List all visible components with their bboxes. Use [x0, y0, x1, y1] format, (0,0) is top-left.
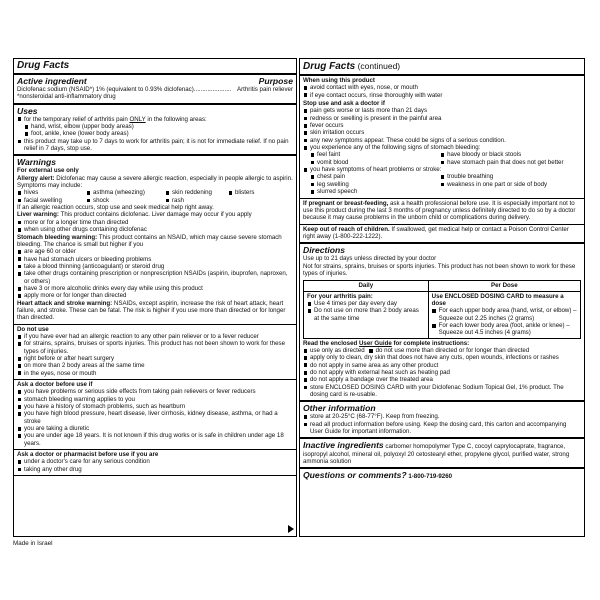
drug-facts-title: Drug Facts — [14, 59, 296, 75]
warnings-heading: Warnings — [17, 157, 56, 168]
ask-doctor-item: you have problems or serious side effects from taking pain relievers or fever reducers — [17, 388, 293, 395]
directions-text: Not for strains, sprains, bruises or sports injuries. This product has not been shown to work for these types of injuries. — [303, 262, 576, 277]
bleeding-sign: have bloody or black stools — [440, 151, 581, 158]
uses-item: for the temporary relief of arthritis pain ONLY in the following areas: — [17, 116, 293, 123]
inactive-ingredients-section: Inactive ingredients carbomer homopolymer Type C, cocoyl caprylocaprate, fragrance, isopropyl alcohol, mineral oil, polyoxyl 20 cetostearyl ether, propylene glycol, purified water, strong ammonia solution — [300, 439, 584, 469]
active-ingredient-section — [14, 75, 296, 105]
symptoms-label: Symptoms may include: — [17, 182, 83, 190]
table-header-dose: Per Dose — [428, 281, 580, 291]
heart-sign: weakness in one part or side of body — [440, 181, 581, 188]
stop-use-item: fever occurs — [303, 122, 581, 129]
directions-text: Use up to 21 days unless directed by your doctor — [303, 255, 437, 263]
symptom: skin reddening — [165, 189, 218, 196]
uses-item: this product may take up to 7 days to work for arthritis pain; it is not for immediate relief. If no pain relief in 7 days, stop use. — [17, 138, 293, 153]
stop-use-item: any new symptoms appear. These could be signs of a serious condition. — [303, 137, 581, 144]
ask-doctor-item: you are under age 18 years. It is not known if this drug works or is safe in children under age 18 years. — [17, 432, 293, 447]
dose-cell: Use ENCLOSED DOSING CARD to measure a dose For each upper body area (hand, wrist, or elbow) – Squeeze out 2.25 inches (2 grams) For each lower body area (foot, ankle or knee) – Squeeze out 4.5 inches (4 grams) — [428, 291, 580, 338]
ask-pharmacist-item: under a doctor's care for any serious condition — [17, 458, 293, 465]
heart-sign: leg swelling — [310, 181, 440, 188]
when-using-heading: When using this product — [303, 77, 375, 84]
bleeding-signs — [303, 151, 581, 166]
do-not-use-item: for strains, sprains, bruises or sports injuries. This product has not been shown to work for these types of injuries. — [17, 340, 293, 355]
stop-use-section — [300, 99, 584, 198]
bleeding-sign: vomit blood — [310, 159, 440, 166]
do-not-use-item: on more than 2 body areas at the same time — [17, 362, 293, 369]
bleeding-sign: have stomach pain that does not get better — [440, 159, 581, 166]
do-not-use-item: if you have ever had an allergic reaction to any other pain reliever or to a fever reducer — [17, 333, 293, 340]
do-not-use-heading: Do not use — [17, 325, 49, 333]
pregnancy-section: If pregnant or breast-feeding, ask a health professional before use. It is especially important not to use this product during the last 3 months of pregnancy unless definitely directed to do so by a doctor because it may cause problems in the unborn child or complications during delivery. — [300, 199, 584, 225]
ask-doctor-item: you have high blood pressure, heart disease, liver cirrhosis, kidney disease, asthma, or had a stroke — [17, 410, 293, 425]
directions-item: apply only to clean, dry skin that does not have any cuts, open wounds, infections or rashes — [303, 354, 581, 361]
symptom: shock — [86, 197, 155, 204]
uses-subitem: hand, wrist, elbow (upper body areas) — [17, 123, 293, 130]
other-information-heading: Other information — [303, 403, 376, 414]
stop-use-item: you have symptoms of heart problems or stroke: — [303, 166, 581, 173]
stop-use-item: redness or swelling is present in the painful area — [303, 115, 581, 122]
made-in-label: Made in Israel — [13, 540, 53, 547]
stomach-item: apply more or for longer than directed — [17, 292, 293, 299]
uses-section — [14, 105, 296, 157]
nsaid-footnote: *nonsteroidal anti-inflammatory drug — [17, 93, 116, 101]
symptom: rash — [165, 197, 184, 204]
heart-sign: slurred speech — [310, 188, 440, 195]
drug-facts-panel-right — [299, 58, 585, 537]
other-information-section — [300, 402, 584, 439]
stomach-item: have 3 or more alcoholic drinks every day while using this product — [17, 285, 293, 292]
bleeding-sign: feel faint — [310, 151, 440, 158]
ask-doctor-item: you are taking a diuretic — [17, 425, 293, 432]
stomach-item: take a blood thinning (anticoagulant) or steroid drug — [17, 263, 293, 270]
directions-section — [300, 244, 584, 402]
directions-item: do not apply with external heat such as heating pad — [303, 369, 581, 376]
other-information-item: read all product information before using. Keep the dosing card, this carton and accompanying User Guide for important information. — [303, 421, 581, 436]
keep-out-section: Keep out of reach of children. If swallowed, get medical help or contact a Poison Control Center right away (1-800-222-1222). — [300, 225, 584, 245]
stop-use-item: skin irritation occurs — [303, 129, 581, 136]
ask-doctor-item: you have a history of stomach problems, such as heartburn — [17, 403, 293, 410]
do-not-use-item: in the eyes, nose or mouth — [17, 370, 293, 377]
ask-doctor-item: stomach bleeding warning applies to you — [17, 396, 293, 403]
ask-doctor-heading: Ask a doctor before use if — [17, 381, 93, 389]
ask-doctor-section — [14, 380, 296, 450]
ask-pharmacist-heading: Ask a doctor or pharmacist before use if you are — [17, 451, 159, 459]
symptom-list — [17, 189, 293, 204]
stomach-item: take other drugs containing prescription or nonprescription NSAIDs (aspirin, ibuprofen, naproxen, or others) — [17, 270, 293, 285]
heart-signs — [303, 173, 581, 195]
warnings-section — [14, 156, 296, 324]
symptom: asthma (wheezing) — [86, 189, 155, 196]
heart-sign: trouble breathing — [440, 173, 581, 180]
drug-facts-panel-left — [13, 58, 297, 537]
heart-sign: chest pain — [310, 173, 440, 180]
directions-inline: use only as directed do not use more than directed or for longer than directed — [303, 347, 581, 354]
directions-item: do not apply a bandage over the treated area — [303, 376, 581, 383]
liver-warning: Liver warning: This product contains diclofenac. Liver damage may occur if you apply — [17, 211, 252, 219]
heart-warning: Heart attack and stroke warning: NSAIDs, except aspirin, increase the risk of heart attack, heart failure, and stroke. These can be fatal. The risk is higher if you use more than directed or for longer than directed. — [17, 299, 286, 322]
allergy-alert: Allergy alert: Diclofenac may cause a severe allergic reaction, especially in people allergic to aspirin. — [17, 174, 293, 182]
symptom: facial swelling — [17, 197, 76, 204]
stop-use-item: pain gets worse or lasts more than 21 days — [303, 107, 581, 114]
liver-item: more or for a longer time than directed — [17, 219, 293, 226]
active-ingredient-heading: Active ingredient — [17, 76, 87, 86]
do-not-use-section — [14, 325, 296, 380]
stomach-item: have had stomach ulcers or bleeding problems — [17, 256, 293, 263]
stop-use-heading: Stop use and ask a doctor if — [303, 100, 385, 108]
stomach-item: are age 60 or older — [17, 248, 293, 255]
symptom: hives — [17, 189, 76, 196]
directions-item: store ENCLOSED DOSING CARD with your Diclofenac Sodium Topical Gel, 1% product. The dosing card is re-usable. — [303, 384, 581, 399]
user-guide-note: Read the enclosed User Guide for complete instructions: — [303, 339, 470, 347]
ask-pharmacist-section — [14, 450, 296, 476]
uses-subitem: foot, ankle, knee (lower body areas) — [17, 130, 293, 137]
directions-item: do not apply in same area as any other product — [303, 362, 581, 369]
daily-cell: For your arthritis pain: Use 4 times per day every day Do not use on more than 2 body areas at the same time — [304, 291, 429, 338]
drug-facts-continued-title: Drug Facts (continued) — [300, 59, 584, 76]
active-ingredient-text: Diclofenac sodium (NSAID*) 1% (equivalent to 0.93% diclofenac)...................... — [17, 86, 232, 93]
allergy-after: If an allergic reaction occurs, stop use and seek medical help right away. — [17, 204, 214, 212]
stop-use-item: you experience any of the following signs of stomach bleeding: — [303, 144, 581, 151]
questions-section: Questions or comments? 1-800-719-9260 — [303, 470, 453, 481]
when-using-item: if eye contact occurs, rinse thoroughly with water — [303, 92, 581, 99]
external-use: For external use only — [17, 167, 79, 175]
do-not-use-item: right before or after heart surgery — [17, 355, 293, 362]
uses-heading: Uses — [17, 105, 38, 116]
other-information-item: store at 20-25°C (68-77°F). Keep from freezing. — [303, 413, 581, 420]
when-using-item: avoid contact with eyes, nose, or mouth — [303, 84, 581, 91]
continue-arrow-icon — [288, 525, 294, 533]
dosing-table — [303, 280, 581, 338]
ask-pharmacist-item: taking any other drug — [17, 466, 293, 473]
directions-heading: Directions — [303, 245, 346, 256]
table-header-daily: Daily — [304, 281, 429, 291]
purpose-text: Arthritis pain reliever — [237, 86, 293, 93]
liver-item: when using other drugs containing diclofenac — [17, 226, 293, 233]
purpose-heading: Purpose — [258, 76, 293, 86]
stomach-warning: Stomach bleeding warning: This product contains an NSAID, which may cause severe stomach bleeding. The chance is small but higher if you — [17, 233, 282, 248]
when-using-section — [300, 76, 584, 99]
symptom: blisters — [228, 189, 254, 196]
